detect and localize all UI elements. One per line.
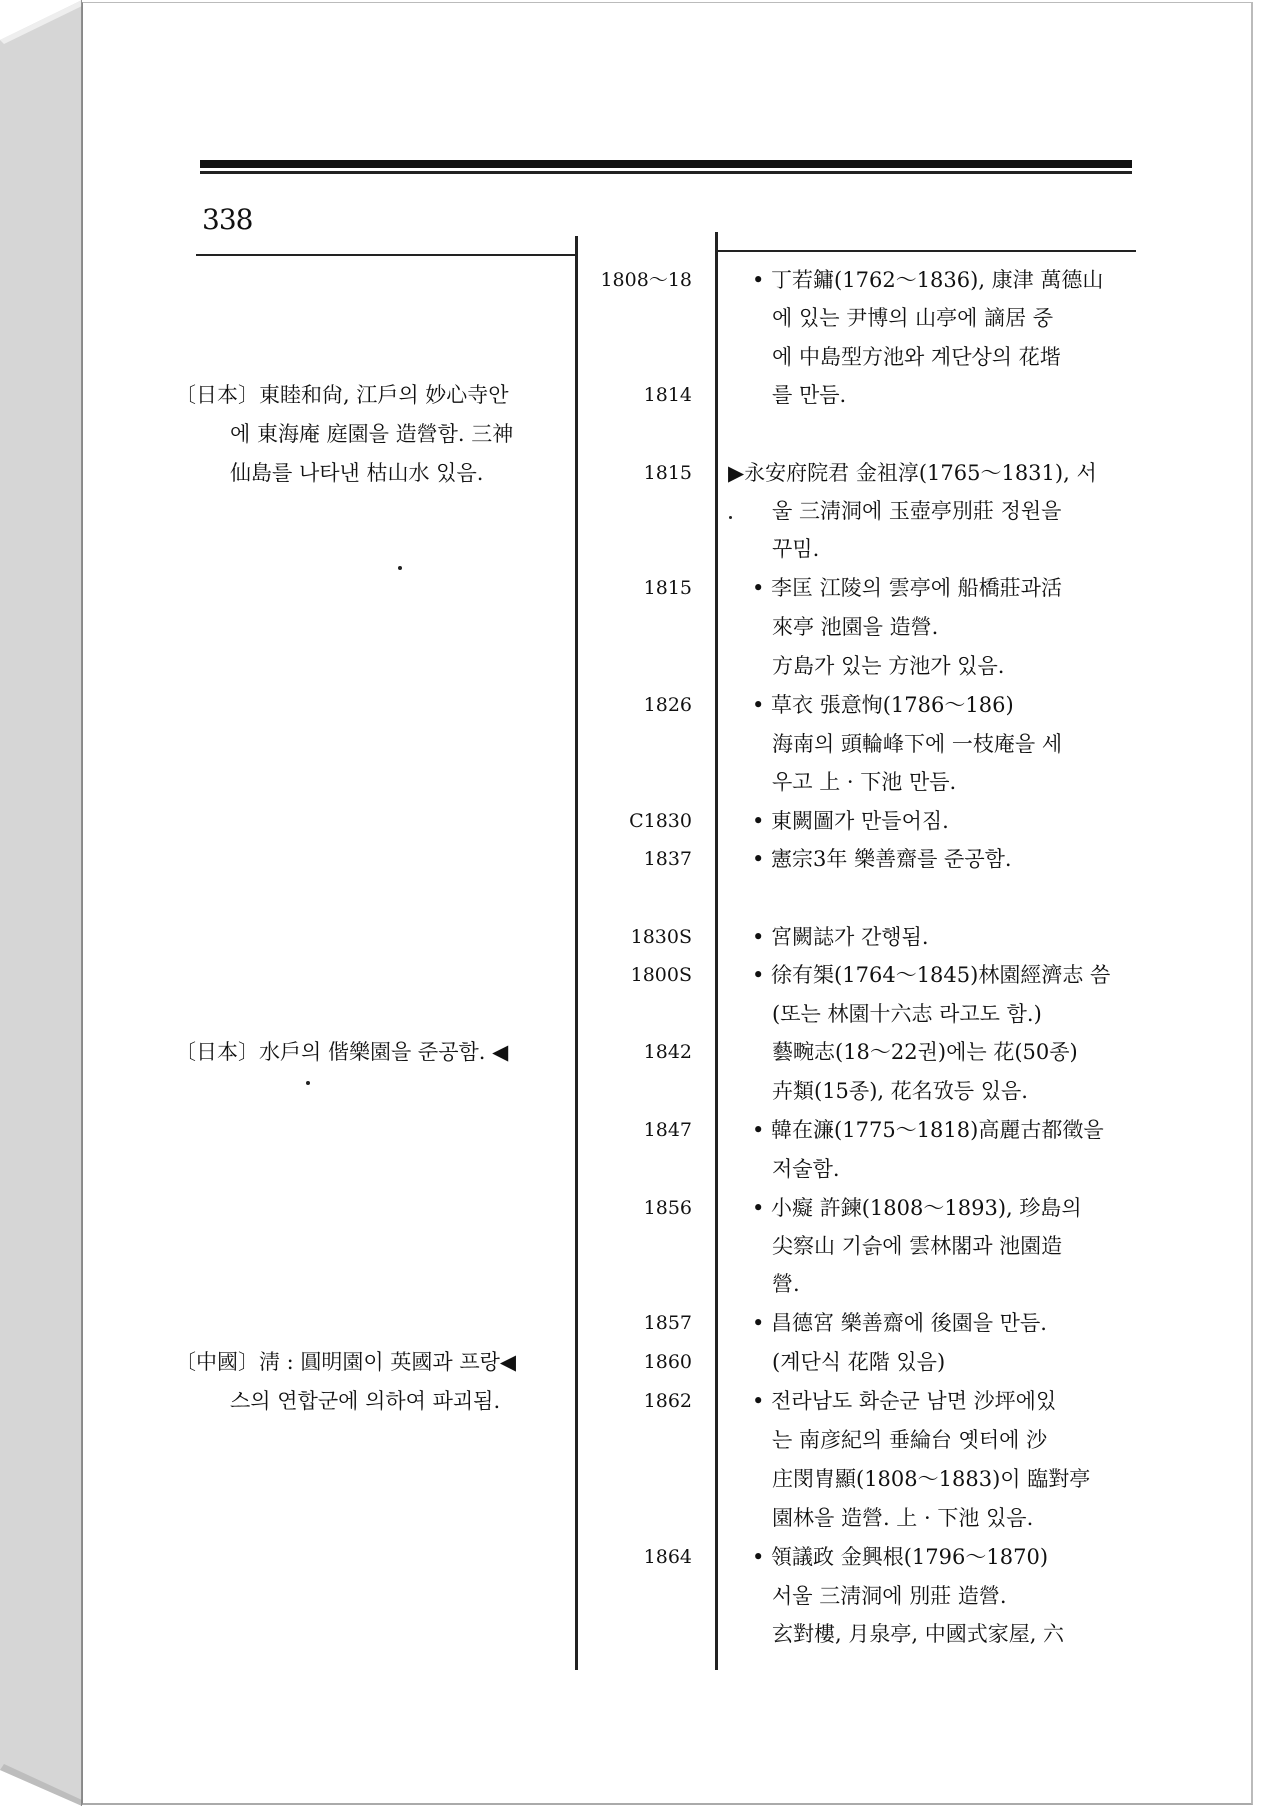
right-entry-line: 來亭 池園을 造營. [772,615,939,639]
header-rule-thin [200,171,1132,174]
year-label: 1862 [643,1390,692,1412]
year-label: 1800S [630,964,692,986]
year-label: 1815 [643,462,692,484]
year-label: 1842 [643,1041,692,1063]
right-entry-line: • 李匡 江陵의 雲亭에 船橋莊과活 [752,576,1062,600]
left-entry-line: 〔日本〕水戶의 偕樂園을 준공함. ◀ [175,1040,509,1064]
right-entry-line: • 宮闕誌가 간행됨. [752,925,929,949]
right-entry-line: 玄對樓, 月泉亭, 中國式家屋, 六 [772,1622,1065,1646]
right-entry-line: 尖察山 기슭에 雲林閣과 池園造 [772,1234,1063,1258]
year-label: 1857 [643,1312,692,1334]
right-entry-line: 에 있는 尹博의 山亭에 謫居 중 [772,306,1054,330]
right-entry-line: • 領議政 金興根(1796～1870) [752,1545,1049,1569]
right-entry-line: 저술함. [772,1157,840,1181]
column-divider-right [715,232,718,1670]
right-entry-line: • 東闕圖가 만들어짐. [752,809,949,833]
right-entry-line: 꾸밈. [772,537,820,561]
right-entry-line: 方島가 있는 方池가 있음. [772,654,1005,678]
left-entry-line: 仙島를 나타낸 枯山水 있음. [230,461,484,485]
right-entry-line: 는 南彦紀의 垂綸台 옛터에 沙 [772,1428,1048,1452]
right-entry-line: (또는 林園十六志 라고도 함.) [772,1002,1042,1026]
right-entry-line: • 徐有榘(1764～1845)林園經濟志 씀 [752,963,1111,987]
right-entry-line: 를 만듬. [772,383,847,407]
year-label: 1815 [643,577,692,599]
right-entry-line: • 小癡 許鍊(1808～1893), 珍島의 [752,1196,1082,1220]
right-entry-line: 에 中島型方池와 계단상의 花堦 [772,345,1061,369]
header-rule-thick [200,160,1132,168]
right-entry-line: 卉類(15종), 花名攷등 있음. [772,1079,1028,1103]
right-entry-line: • 전라남도 화순군 남면 沙坪에있 [752,1389,1057,1413]
year-label: 1826 [643,694,692,716]
year-label: 1864 [643,1546,692,1568]
year-label: 1830S [630,926,692,948]
right-entry-line: 藝畹志(18～22권)에는 花(50종) [772,1040,1078,1064]
table-top-rule-right [718,250,1136,252]
right-entry-line: • 昌德宮 樂善齋에 後園을 만듬. [752,1311,1047,1335]
right-entry-line: • 憲宗3年 樂善齋를 준공함. [752,847,1012,871]
right-entry-line: 우고 上 · 下池 만듬. [772,770,957,794]
year-label: 1837 [643,848,692,870]
left-entry-line: 〔日本〕東睦和尙, 江戶의 妙心寺안 [175,383,509,407]
right-entry-line: ▶永安府院君 金祖淳(1765～1831), 서 [728,461,1097,485]
right-entry-line: 庄閔胄顯(1808～1883)이 臨對亭 [772,1467,1091,1491]
left-entry-line: 스의 연합군에 의하여 파괴됨. [230,1389,501,1413]
left-entry-line: 에 東海庵 庭園을 造營함. 三神 [230,422,514,446]
table-top-rule-left [196,254,576,256]
stray-mark [398,566,402,570]
year-label: 1856 [643,1197,692,1219]
right-entry-line: 營. [772,1272,800,1296]
right-entry-line: 서울 三淸洞에 別莊 造營. [772,1584,1007,1608]
year-label: 1808～18 [600,269,692,291]
year-label: 1847 [643,1119,692,1141]
right-entry-line: • 草衣 張意恂(1786～186) [752,693,1014,717]
right-entry-line: 울 三淸洞에 玉壺亭別莊 정원을 [772,499,1062,523]
year-label: 1814 [643,384,692,406]
right-entry-line: 海南의 頭輪峰下에 一枝庵을 세 [772,732,1063,756]
stray-mark [729,516,732,519]
year-label: C1830 [629,810,692,832]
column-divider-left [575,236,578,1670]
page-number: 338 [202,203,253,236]
book-spine-shadow [0,0,82,1806]
right-entry-line: 園林을 造營. 上 · 下池 있음. [772,1506,1034,1530]
right-entry-line: • 韓在濂(1775～1818)高麗古都徵을 [752,1118,1104,1142]
left-entry-line: 〔中國〕淸 : 圓明園이 英國과 프랑◀ [175,1350,517,1374]
right-entry-line: (계단식 花階 있음) [772,1350,946,1374]
year-label: 1860 [643,1351,692,1373]
right-entry-line: • 丁若鏞(1762～1836), 康津 萬德山 [752,268,1104,292]
stray-mark [306,1081,310,1085]
